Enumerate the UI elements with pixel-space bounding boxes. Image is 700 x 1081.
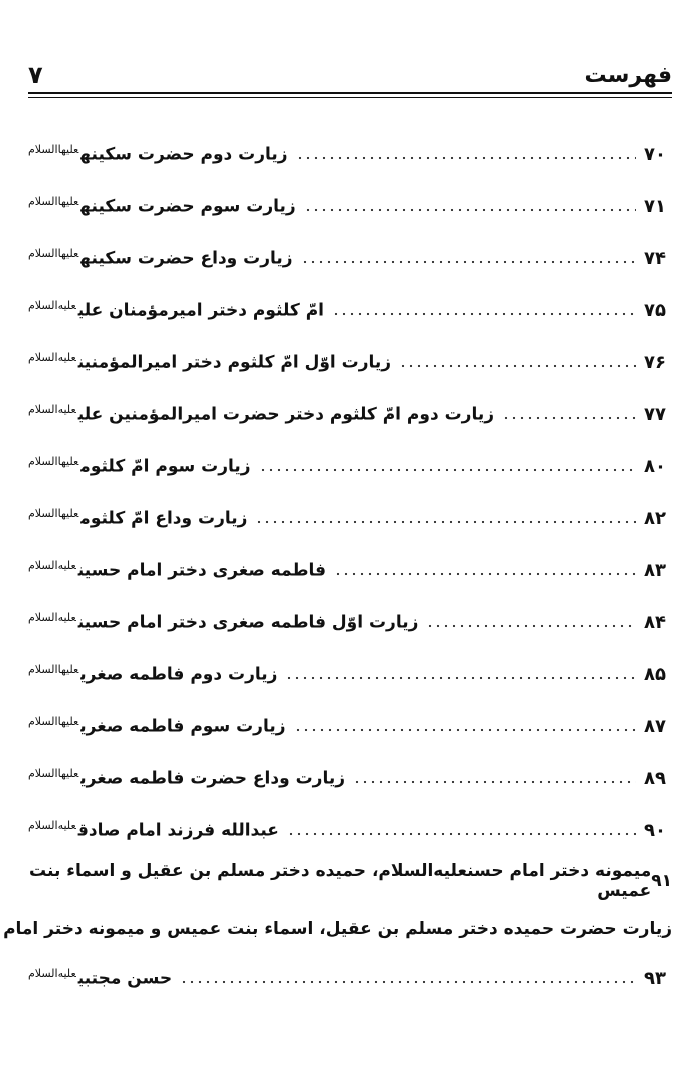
toc-entry[interactable]	[28, 700, 672, 752]
toc-entry-multi-2-line1[interactable]: زیارت حضرت حمیده دختر مسلم بن عقیل، اسماء بنت عمیس و میمونه دختر امام	[3, 919, 672, 939]
toc-entry-title: عبدالله فرزند امام صادق$^{علیه‌السلام}$	[28, 819, 279, 841]
toc-entry-page: ۷۶	[644, 351, 666, 373]
toc-entry-title: امّ کلثوم دختر امیرمؤمنان علی$^{علیه‌السلام}$	[28, 299, 324, 321]
toc-entry[interactable]	[28, 752, 672, 804]
toc-entry-page: ۹۰	[644, 819, 666, 841]
dot-leader	[502, 415, 636, 421]
honorific-mark: علیه‌السلام	[28, 819, 76, 833]
toc-entry-title: زیارت اوّل امّ کلثوم دختر امیرالمؤمنین$^{علیه‌السلام}$	[28, 351, 392, 373]
toc-entry-page: ۸۳	[644, 559, 666, 581]
honorific-mark: علیه‌السلام	[28, 559, 76, 573]
toc-entry[interactable]	[28, 492, 672, 544]
dot-leader	[296, 155, 636, 161]
toc-entry[interactable]	[28, 128, 672, 180]
toc-entry-page: ۷۱	[644, 195, 666, 217]
toc-entry-page: ۷۰	[644, 143, 666, 165]
honorific-mark: علیهاالسلام	[28, 663, 79, 677]
toc-entry[interactable]	[28, 388, 672, 440]
honorific-mark: علیهاالسلام	[28, 767, 79, 781]
dot-leader	[285, 675, 636, 681]
toc-entries	[28, 128, 672, 856]
honorific-mark: علیه‌السلام	[28, 967, 76, 981]
toc-entry-page: ۸۲	[644, 507, 666, 529]
toc-entry-title: زیارت وداع حضرت سکینه$^{علیهاالسلام}$	[28, 247, 293, 269]
toc-entry-page: ۸۹	[644, 767, 666, 789]
page-title: فهرست	[584, 62, 672, 88]
toc-entry-multi-2-line2[interactable]	[28, 952, 672, 1004]
toc-entry-page: ۸۴	[644, 611, 666, 633]
toc-entry-page: ۸۵	[644, 663, 666, 685]
toc-entry-title: زیارت سوم حضرت سکینه$^{علیهاالسلام}$	[28, 195, 296, 217]
honorific-mark: علیه‌السلام	[28, 403, 76, 417]
toc-entry[interactable]	[28, 440, 672, 492]
toc-entry-title: زیارت وداع امّ کلثوم$^{علیهاالسلام}$	[28, 507, 248, 529]
toc-entry[interactable]	[28, 544, 672, 596]
dot-leader	[287, 831, 636, 837]
toc-entry-title: فاطمه صغری دختر امام حسین$^{علیه‌السلام}$	[28, 559, 326, 581]
toc-entry-page: ۸۰	[644, 455, 666, 477]
page-number: ۷	[28, 61, 43, 89]
toc-entry-multi-1[interactable]	[28, 856, 672, 906]
honorific-mark: علیه‌السلام	[28, 611, 76, 625]
toc-entry[interactable]	[28, 232, 672, 284]
dot-leader	[334, 571, 636, 577]
toc-entry[interactable]	[28, 284, 672, 336]
toc-entry[interactable]	[28, 336, 672, 388]
dot-leader	[332, 311, 636, 317]
dot-leader	[180, 979, 636, 985]
dot-leader	[353, 779, 636, 785]
honorific-mark: علیهاالسلام	[28, 455, 79, 469]
honorific-mark: علیهاالسلام	[28, 715, 79, 729]
toc-entry-title: زیارت دوم حضرت سکینه$^{علیهاالسلام}$	[28, 143, 288, 165]
dot-leader	[301, 259, 636, 265]
toc-entry-title: زیارت دوم امّ کلثوم دختر حضرت امیرالمؤمنین علی$^{علیه‌السلام}$	[28, 403, 495, 425]
toc-entry-page: ۸۷	[644, 715, 666, 737]
toc-entry-title: زیارت سوم فاطمه صغری$^{علیهاالسلام}$	[28, 715, 286, 737]
dot-leader	[304, 207, 636, 213]
honorific-mark: علیهاالسلام	[28, 507, 79, 521]
dot-leader	[426, 623, 636, 629]
dot-leader	[399, 363, 636, 369]
toc-entry[interactable]	[28, 648, 672, 700]
dot-leader	[259, 467, 636, 473]
toc-entry-title: حسن مجتبی$^{علیه‌السلام}$	[28, 967, 173, 989]
toc-entry[interactable]	[28, 180, 672, 232]
honorific-mark: علیهاالسلام	[28, 143, 79, 157]
toc-entry[interactable]	[28, 596, 672, 648]
dot-leader	[294, 727, 636, 733]
header-rule-thin	[28, 97, 672, 98]
toc-entry-title: میمونه دختر امام حسنعلیه‌السلام، حمیده دختر مسلم بن عقیل و اسماء بنت عمیس	[29, 861, 652, 901]
toc-entry-page: ۷۵	[644, 299, 666, 321]
table-of-contents	[3, 128, 672, 1004]
honorific-mark: علیه‌السلام	[28, 351, 76, 365]
toc-entry-page: ۷۴	[644, 247, 666, 269]
toc-entry[interactable]	[28, 804, 672, 856]
dot-leader	[255, 519, 636, 525]
honorific-mark: علیهاالسلام	[28, 195, 79, 209]
toc-entry-title: زیارت اوّل فاطمه صغری دختر امام حسین$^{علیه‌السلام}$	[28, 611, 419, 633]
toc-entry-page: ۷۷	[644, 403, 666, 425]
toc-entry-title: زیارت وداع حضرت فاطمه صغری$^{علیهاالسلام}$	[28, 767, 346, 789]
toc-entry-title: زیارت سوم امّ کلثوم$^{علیهاالسلام}$	[28, 455, 251, 477]
toc-entry-page: ۹۱	[651, 871, 672, 891]
header-rule-thick	[28, 92, 672, 94]
honorific-mark: علیه‌السلام	[28, 299, 76, 313]
toc-entry-page: ۹۳	[644, 967, 666, 989]
honorific-mark: علیهاالسلام	[28, 247, 79, 261]
toc-entry-title: زیارت دوم فاطمه صغری$^{علیهاالسلام}$	[28, 663, 278, 685]
page-header	[28, 55, 672, 95]
honorific-mark: علیه‌السلام	[378, 861, 468, 881]
